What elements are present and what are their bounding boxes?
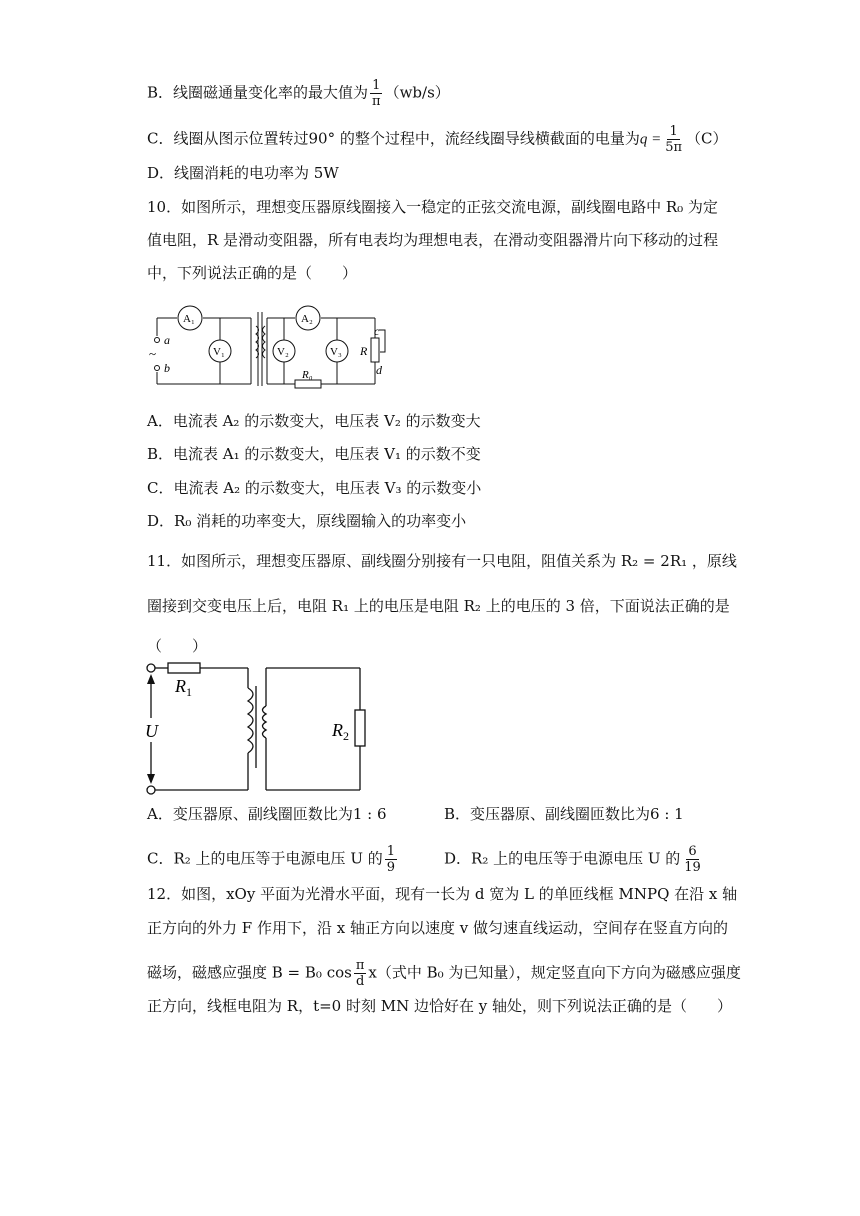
q11-option-a: A．变压器原、副线圈匝数比为1 : 6 <box>147 805 387 823</box>
label-b: b <box>164 361 170 375</box>
fraction-numerator: π <box>355 958 365 973</box>
q12-field-fraction <box>354 958 367 989</box>
fraction-denominator: π <box>372 94 381 109</box>
q12-stem-line2: 正方向的外力 F 作用下，沿 x 轴正方向以速度 v 做匀速直线运动，空间存在竖直方向的 <box>147 919 728 937</box>
q11-option-d <box>444 844 705 875</box>
q9-option-c-q: q = <box>639 131 662 148</box>
q9-option-b-text: B．线圈磁通量变化率的最大值为 <box>147 83 369 102</box>
label-d: d <box>376 363 382 377</box>
q11-option-c-fraction <box>385 844 397 875</box>
label-r2: $R_2$ <box>332 720 349 743</box>
q12-stem-line4: 正方向，线框电阻为 R，t=0 时刻 MN 边恰好在 y 轴处，则下列说法正确的是（ ） <box>147 997 733 1015</box>
label-a2: A₂ <box>301 313 313 325</box>
q9-option-c-unit: （C） <box>686 129 728 148</box>
label-c: c <box>374 324 380 338</box>
q10-option-b: B．电流表 A₁ 的示数变大，电压表 V₁ 的示数不变 <box>147 445 481 463</box>
ac-source-symbol: ~ <box>149 346 157 361</box>
q10-option-d: D．R₀ 消耗的功率变大，原线圈输入的功率变小 <box>147 512 467 530</box>
label-u: U <box>145 721 158 741</box>
fraction-numerator: 1 <box>669 124 678 139</box>
label-r0: R₀ <box>302 369 313 381</box>
q10-circuit-diagram <box>145 300 395 392</box>
fraction-denominator: d <box>355 974 365 989</box>
label-v3: V₃ <box>330 346 342 358</box>
q12-stem-line3 <box>147 958 741 989</box>
label-r1: $R_1$ <box>175 676 192 699</box>
q11-stem-line2: 圈接到交变电压上后，电阻 R₁ 上的电压是电阻 R₂ 上的电压的 3 倍，下面说法正确的是 <box>147 597 730 615</box>
fraction-denominator: 5π <box>665 140 683 155</box>
fraction-denominator: 9 <box>386 860 396 875</box>
q12-stem-line1: 12．如图，xOy 平面为光滑水平面，现有一长为 d 宽为 L 的单匝线框 MNPQ 在沿 x 轴 <box>147 885 738 903</box>
q12-stem-line3-post: x（式中 B₀ 为已知量），规定竖直向下方向为磁感应强度 <box>368 963 741 982</box>
label-v2: V₂ <box>277 346 289 358</box>
q11-option-d-text: D．R₂ 上的电压等于电源电压 U 的 <box>444 849 681 868</box>
q11-circuit-diagram <box>140 658 375 798</box>
q11-stem-line3: （ ） <box>147 637 208 655</box>
fraction-numerator: 1 <box>386 844 396 859</box>
q9-option-c <box>147 124 728 155</box>
q10-option-c: C．电流表 A₂ 的示数变大，电压表 V₃ 的示数变小 <box>147 479 482 497</box>
q9-option-b <box>147 78 450 109</box>
q11-option-d-fraction <box>682 844 703 875</box>
q10-stem-line3: 中，下列说法正确的是（ ） <box>147 264 358 282</box>
q11-option-c-text: C．R₂ 上的电压等于电源电压 U 的 <box>147 849 383 868</box>
label-a: a <box>164 333 170 347</box>
q10-stem-line1: 10．如图所示，理想变压器原线圈接入一稳定的正弦交流电源，副线圈电路中 R₀ 为定 <box>147 198 718 216</box>
q11-option-b: B．变压器原、副线圈匝数比为6 : 1 <box>444 805 684 823</box>
q11-option-c <box>147 844 399 875</box>
q12-stem-line3-pre: 磁场，磁感应强度 B = B₀ cos <box>147 963 352 982</box>
q9-option-b-unit: （wb/s） <box>384 83 450 102</box>
q9-option-c-fraction <box>663 124 684 155</box>
q9-option-d: D．线圈消耗的电功率为 5W <box>147 164 339 182</box>
label-a1: A₁ <box>183 313 195 325</box>
q11-stem-line1: 11．如图所示，理想变压器原、副线圈分别接有一只电阻，阻值关系为 R₂ = 2R₁ ，原线 <box>147 552 737 570</box>
fraction-numerator: 6 <box>688 844 697 859</box>
q9-option-b-fraction <box>370 78 383 109</box>
q10-option-a: A．电流表 A₂ 的示数变大，电压表 V₂ 的示数变大 <box>147 412 481 430</box>
label-v1: V₁ <box>213 346 225 358</box>
label-r: R <box>360 344 368 358</box>
q10-stem-line2: 值电阻，R 是滑动变阻器，所有电表均为理想电表，在滑动变阻器滑片向下移动的过程 <box>147 231 719 249</box>
fraction-denominator: 19 <box>684 860 701 875</box>
fraction-numerator: 1 <box>372 78 381 93</box>
q9-option-c-text: C．线圈从图示位置转过90° 的整个过程中，流经线圈导线横截面的电量为 <box>147 129 640 148</box>
